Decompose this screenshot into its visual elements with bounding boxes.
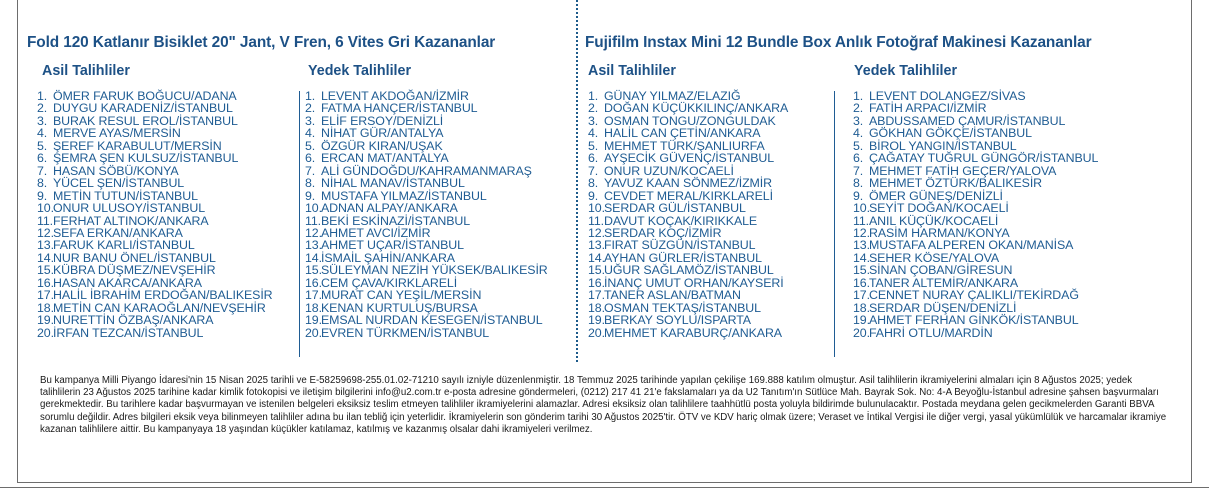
winner-name: OSMAN TEKTAŞ/İSTANBUL: [604, 300, 761, 315]
winner-rank: 16.: [853, 275, 870, 290]
winner-rank: 20.: [37, 325, 54, 340]
winner-name: İNANÇ UMUT ORHAN/KAYSERİ: [604, 275, 784, 290]
winner-rank: 15.: [588, 263, 605, 278]
winner-name: METİN CAN KARAOĞLAN/NEVŞEHİR: [53, 300, 266, 315]
winner-rank: 17.: [588, 288, 605, 303]
winner-name: AYŞECİK GÜVENÇ/İSTANBUL: [604, 151, 775, 166]
winner-rank: 13.: [305, 238, 322, 253]
winner-rank: 16.: [37, 275, 54, 290]
winner-rank: 20.: [305, 325, 322, 340]
winner-name: MEHMET TÜRK/ŞANLIURFA: [604, 138, 765, 153]
bicycle-primary-winners-list: [37, 90, 273, 339]
winner-name: SEHER KÖSE/YALOVA: [869, 250, 1000, 265]
winner-name: TANER ASLAN/BATMAN: [604, 288, 741, 303]
winner-name: DAVUT KOÇAK/KIRIKKALE: [604, 213, 758, 228]
winner-name: SERDAR KOÇ/İZMİR: [604, 225, 722, 240]
winner-rank: 14.: [305, 250, 322, 265]
camera-column-divider: [834, 91, 835, 357]
winner-rank: 2.: [37, 101, 48, 116]
winner-rank: 6.: [853, 151, 864, 166]
bicycle-column-divider: [299, 91, 300, 357]
winner-rank: 11.: [853, 213, 870, 228]
winner-name: ŞEMRA ŞEN KULSUZ/İSTANBUL: [53, 151, 239, 166]
winner-name: İRFAN TEZCAN/İSTANBUL: [53, 325, 204, 340]
winner-rank: 13.: [588, 238, 605, 253]
bicycle-backup-winners-list: [305, 90, 548, 339]
winner-rank: 2.: [305, 101, 316, 116]
winner-name: FATMA HANÇER/İSTANBUL: [321, 101, 478, 116]
winner-name: ÖMER GÜNEŞ/DENİZLİ: [869, 188, 1003, 203]
winner-rank: 9.: [853, 188, 864, 203]
winner-name: İSMAİL ŞAHİN/ANKARA: [321, 250, 455, 265]
winner-name: SERDAR GÜL/İSTANBUL: [604, 201, 746, 216]
winner-name: OSMAN TONGU/ZONGULDAK: [604, 113, 776, 128]
winner-name: AHMET UÇAR/İSTANBUL: [321, 238, 464, 253]
winner-name: ADNAN ALPAY/ANKARA: [321, 201, 458, 216]
winner-name: NİHAT GÜR/ANTALYA: [321, 126, 444, 141]
winner-rank: 5.: [853, 138, 864, 153]
winner-rank: 17.: [37, 288, 54, 303]
winner-name: SEYİT DOĞAN/KOCAELİ: [869, 201, 1009, 216]
winner-rank: 18.: [305, 300, 322, 315]
winner-rank: 9.: [37, 188, 48, 203]
winner-rank: 10.: [305, 201, 322, 216]
winner-name: CEM ÇAVA/KIRKLARELİ: [321, 275, 458, 290]
winner-rank: 1.: [305, 89, 316, 103]
camera-backup-winners-list: [853, 90, 1098, 339]
winner-rank: 7.: [853, 163, 864, 178]
winner-name: NUR BANU ÖNEL/İSTANBUL: [53, 250, 216, 265]
winner-name: ONUR ULUSOY/İSTANBUL: [53, 201, 205, 216]
winner-name: TANER ALTEMİR/ANKARA: [869, 275, 1019, 290]
camera-winners-title: Fujifilm Instax Mini 12 Bundle Box Anlık Fotoğraf Makinesi Kazananlar: [585, 34, 1092, 51]
winner-rank: 11.: [37, 213, 54, 228]
winner-name: ŞEREF KARABULUT/MERSİN: [53, 138, 222, 153]
camera-backup-heading: Yedek Talihliler: [854, 63, 958, 79]
winner-name: RASİM HARMAN/KONYA: [869, 225, 1010, 240]
winner-name: ABDUSSAMED ÇAMUR/İSTANBUL: [869, 113, 1066, 128]
winner-name: LEVENT DOLANGEZ/SİVAS: [869, 89, 1026, 103]
winner-rank: 1.: [588, 89, 599, 103]
winner-name: MEHMET ÖZTÜRK/BALIKESİR: [869, 176, 1043, 191]
winner-rank: 15.: [305, 263, 322, 278]
winner-name: FERHAT ALTINOK/ANKARA: [53, 213, 209, 228]
winner-rank: 5.: [588, 138, 599, 153]
winner-name: BERKAY SOYLU/ISPARTA: [604, 313, 751, 328]
winner-rank: 15.: [853, 263, 870, 278]
winner-name: NİHAL MANAV/İSTANBUL: [321, 176, 465, 191]
winner-name: FIRAT SÜZGÜN/İSTANBUL: [604, 238, 756, 253]
winner-rank: 1.: [37, 89, 48, 103]
winner-rank: 3.: [37, 113, 48, 128]
winner-name: AHMET AVCI/İZMİR: [321, 225, 431, 240]
winner-rank: 10.: [853, 201, 870, 216]
winner-list-item: [305, 327, 548, 339]
winner-name: ONUR UZUN/KOCAELİ: [604, 163, 734, 178]
winner-rank: 19.: [588, 313, 605, 328]
winner-name: CENNET NURAY ÇALIKLI/TEKİRDAĞ: [869, 288, 1079, 303]
winner-rank: 17.: [853, 288, 870, 303]
winner-rank: 14.: [853, 250, 870, 265]
winner-name: ÇAĞATAY TUĞRUL GÜNGÖR/İSTANBUL: [869, 151, 1099, 166]
winner-name: HASAN SÖBÜ/KONYA: [53, 163, 179, 178]
winner-rank: 3.: [588, 113, 599, 128]
winner-rank: 7.: [305, 163, 316, 178]
winner-rank: 3.: [305, 113, 316, 128]
winner-name: AYHAN GÜRLER/İSTANBUL: [604, 250, 762, 265]
winner-rank: 7.: [588, 163, 599, 178]
winner-name: DOĞAN KÜÇÜKKILINÇ/ANKARA: [604, 101, 789, 116]
bicycle-primary-heading: Asil Talihliler: [42, 63, 130, 79]
winner-name: EMSAL NURDAN KESEGEN/İSTANBUL: [321, 313, 543, 328]
winner-list-item: [588, 327, 788, 339]
winner-rank: 11.: [588, 213, 605, 228]
winner-rank: 8.: [305, 176, 316, 191]
winner-rank: 18.: [588, 300, 605, 315]
winner-rank: 18.: [37, 300, 54, 315]
winner-name: ALİ GÜNDOĞDU/KAHRAMANMARAŞ: [321, 163, 532, 178]
winner-rank: 8.: [37, 176, 48, 191]
winner-name: MURAT CAN YEŞİL/MERSİN: [321, 288, 482, 303]
winner-rank: 14.: [37, 250, 54, 265]
winner-rank: 6.: [37, 151, 48, 166]
winner-name: SİNAN ÇOBAN/GİRESUN: [869, 263, 1013, 278]
winner-rank: 12.: [305, 225, 322, 240]
winner-name: EVREN TÜRKMEN/İSTANBUL: [321, 325, 490, 340]
winner-name: HALİL İBRAHİM ERDOĞAN/BALIKESİR: [53, 288, 273, 303]
winner-name: FARUK KARLI/İSTANBUL: [53, 238, 195, 253]
winner-rank: 5.: [305, 138, 316, 153]
winner-name: GÖKHAN GÖKÇE/İSTANBUL: [869, 126, 1032, 141]
winner-rank: 10.: [588, 201, 605, 216]
winner-list-item: [37, 327, 273, 339]
winner-rank: 2.: [853, 101, 864, 116]
winner-rank: 20.: [853, 325, 870, 340]
winner-rank: 11.: [305, 213, 322, 228]
winner-rank: 9.: [588, 188, 599, 203]
winner-name: NURETTİN ÖZBAŞ/ANKARA: [53, 313, 214, 328]
winner-name: BİROL YANGIN/İSTANBUL: [869, 138, 1017, 153]
winner-rank: 16.: [588, 275, 605, 290]
winner-name: YAVUZ KAAN SÖNMEZ/İZMİR: [604, 176, 772, 191]
winner-rank: 20.: [588, 325, 605, 340]
winner-rank: 19.: [37, 313, 54, 328]
winner-name: ÖZGÜR KIRAN/UŞAK: [321, 138, 443, 153]
winner-rank: 9.: [305, 188, 316, 203]
winner-name: BEKİ ESKİNAZİ/İSTANBUL: [321, 213, 471, 228]
winner-name: AHMET FERHAN GİNKÖK/İSTANBUL: [869, 313, 1079, 328]
winner-rank: 4.: [37, 126, 48, 141]
winner-name: SÜLEYMAN NEZİH YÜKSEK/BALIKESİR: [321, 263, 548, 278]
winner-rank: 8.: [588, 176, 599, 191]
winner-name: GÜNAY YILMAZ/ELAZIĞ: [604, 89, 741, 103]
winner-rank: 4.: [853, 126, 864, 141]
winner-rank: 4.: [305, 126, 316, 141]
winner-rank: 15.: [37, 263, 54, 278]
winner-name: CEVDET MERAL/KIRKLARELİ: [604, 188, 773, 203]
winner-name: FAHRİ OTLU/MARDİN: [869, 325, 993, 340]
winner-rank: 14.: [588, 250, 605, 265]
winner-name: ERCAN MAT/ANTALYA: [321, 151, 449, 166]
winner-rank: 2.: [588, 101, 599, 116]
bottom-rule: [0, 487, 1209, 488]
winner-rank: 6.: [588, 151, 599, 166]
camera-primary-heading: Asil Talihliler: [588, 63, 676, 79]
winner-rank: 4.: [588, 126, 599, 141]
winner-rank: 5.: [37, 138, 48, 153]
winner-name: MEHMET KARABURÇ/ANKARA: [604, 325, 782, 340]
winner-rank: 16.: [305, 275, 322, 290]
winner-rank: 7.: [37, 163, 48, 178]
winner-rank: 12.: [37, 225, 54, 240]
winner-name: SEFA ERKAN/ANKARA: [53, 225, 183, 240]
winner-name: FATİH ARPACI/İZMİR: [869, 101, 987, 116]
winner-rank: 12.: [853, 225, 870, 240]
winner-name: KÜBRA DÜŞMEZ/NEVŞEHİR: [53, 263, 216, 278]
winner-name: ÖMER FARUK BOĞUCU/ADANA: [53, 89, 237, 103]
winner-rank: 6.: [305, 151, 316, 166]
bicycle-backup-heading: Yedek Talihliler: [308, 63, 412, 79]
winner-rank: 13.: [853, 238, 870, 253]
winner-rank: 13.: [37, 238, 54, 253]
winner-rank: 12.: [588, 225, 605, 240]
winner-rank: 19.: [305, 313, 322, 328]
winner-name: DUYGU KARADENİZ/İSTANBUL: [53, 101, 233, 116]
winner-name: YÜCEL ŞEN/İSTANBUL: [53, 176, 185, 191]
winner-name: MUSTAFA ALPEREN OKAN/MANİSA: [869, 238, 1074, 253]
section-divider: [576, 0, 578, 362]
winner-rank: 1.: [853, 89, 864, 103]
winner-name: BURAK RESUL EROL/İSTANBUL: [53, 113, 238, 128]
winner-name: HALİL CAN ÇETİN/ANKARA: [604, 126, 761, 141]
winner-name: KENAN KURTULUŞ/BURSA: [321, 300, 478, 315]
campaign-terms-text: Bu kampanya Milli Piyango İdaresi'nin 15 Nisan 2025 tarihli ve E-58259698-255.01.02-71210 sayılı izniyle düzenlenmiştir. 18 Temmuz 2025 tarihinde yapılan çekilişe 169.888 katılım olmuştur. Asil talihlilerin ikramiyelerini almaları için 8 Ağustos 2025; yedek talihlilerin 23 Ağustos 2025 tarihine kadar kimlik fotokopisi ve iletişim bilgilerini info@u2.com.tr e-posta adresine göndermeleri, (0212) 217 41 21'e fakslamaları ya da U2 Tanıtım'ın Sütlüce Mah. Bayrak Sok. No: 4-A Beyoğlu-İstanbul adresine şahsen başvurmaları gerekmektedir. Bu tarihlere kadar başvurmayan ve istenilen belgeleri eksiksiz teslim etmeyen talihliler ikramiyelerini alamazlar. Adresi eksiksiz olan talihlilere taahhütlü posta yoluyla bildirimde bulunulacaktır. Postada meydana gelen gecikmelerden Garanti BBVA sorumlu değildir. Adres bilgileri eksik veya bilinmeyen talihliler adına bu ilan tebliğ için yeterlidir. İkramiyelerin son gönderim tarihi 30 Ağustos 2025'tir. ÖTV ve KDV hariç olmak üzere; Veraset ve İntikal Vergisi ile diğer vergi, yasal yükümlülük ve harcamalar ikramiye kazanan talihlilere aittir. Bu kampanyaya 18 yaşından küçükler katılamaz, katılmış ve kazanmış olsalar dahi ikramiyeleri verilmez.: [40, 375, 1167, 435]
winner-rank: 18.: [853, 300, 870, 315]
winner-name: UĞUR SAĞLAMÖZ/İSTANBUL: [604, 263, 774, 278]
camera-primary-winners-list: [588, 90, 788, 339]
winner-name: ANIL KÜÇÜK/KOCAELİ: [869, 213, 999, 228]
winner-name: SERDAR DÜŞEN/DENİZLİ: [869, 300, 1017, 315]
winner-rank: 3.: [853, 113, 864, 128]
winner-rank: 8.: [853, 176, 864, 191]
winner-name: MEHMET FATİH GEÇER/YALOVA: [869, 163, 1057, 178]
winner-rank: 10.: [37, 201, 54, 216]
bicycle-winners-title: Fold 120 Katlanır Bisiklet 20" Jant, V Fren, 6 Vites Gri Kazananlar: [27, 34, 496, 51]
winner-list-item: [853, 327, 1098, 339]
winner-name: ELİF ERSOY/DENİZLİ: [321, 113, 444, 128]
winner-name: LEVENT AKDOĞAN/İZMİR: [321, 89, 469, 103]
winner-name: MERVE AYAS/MERSİN: [53, 126, 181, 141]
winner-rank: 19.: [853, 313, 870, 328]
winner-name: METİN TUTUN/İSTANBUL: [53, 188, 198, 203]
winner-rank: 17.: [305, 288, 322, 303]
winner-name: HASAN AKARCA/ANKARA: [53, 275, 202, 290]
winner-name: MUSTAFA YILMAZ/İSTANBUL: [321, 188, 487, 203]
